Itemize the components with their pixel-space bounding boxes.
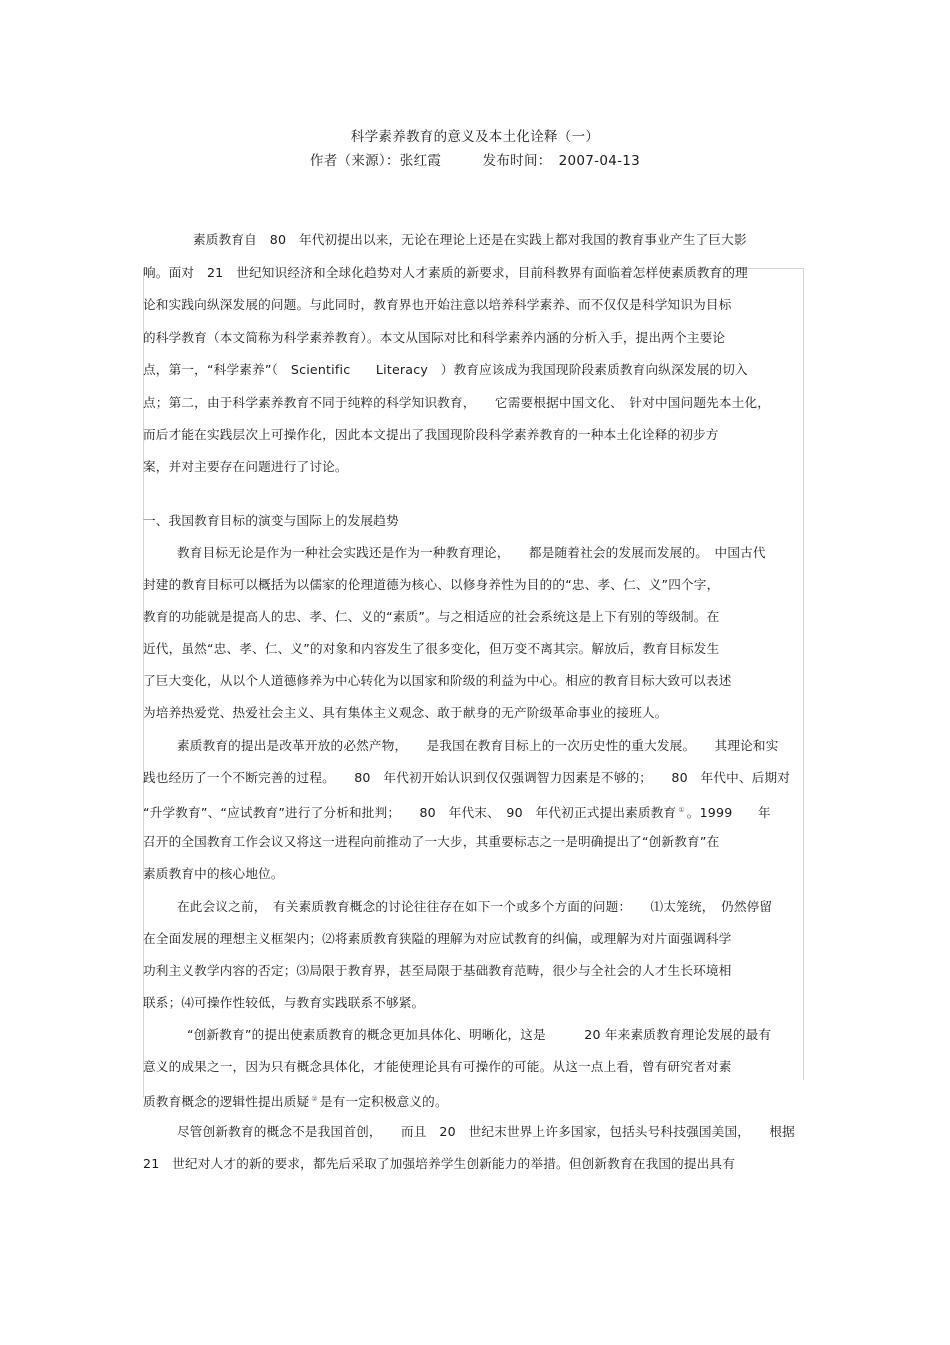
- body-line: [143, 802, 771, 821]
- body-text: “升学教育”、“应试教育”进行了分析和批判； 80 年代末、 90 年代初正式提出素质教育: [143, 805, 677, 821]
- body-text: 。1999 年: [686, 805, 771, 821]
- article-meta: 作者（来源）：张红霞 发布时间： 2007-04-13: [309, 153, 641, 169]
- abstract-line: 的科学教育（本文简称为科学素养教育）。本文从国际对比和科学素养内涵的分析入手，提出两个主要论: [143, 330, 726, 345]
- body-text: 质教育概念的逻辑性提出质疑: [143, 1094, 310, 1110]
- footnote-marker: ①: [678, 806, 685, 814]
- body-line: 在全面发展的理想主义框架内；⑵将素质教育狭隘的理解为对应试教育的纠偏，或理解为对片面强调科学: [143, 931, 732, 946]
- abstract-line: 案，并对主要存在问题进行了讨论。: [143, 459, 348, 474]
- body-line: 近代，虽然“忠、孝、仁、义”的对象和内容发生了很多变化，但万变不离其宗。解放后，教育目标发生: [143, 641, 720, 656]
- body-line: 召开的全国教育工作会议又将这一进程向前推动了一大步，其重要标志之一是明确提出了“创新教育”在: [143, 834, 720, 849]
- abstract-line: 论和实践向纵深发展的问题。与此同时，教育界也开始注意以培养科学素养、而不仅仅是科学知识为目标: [143, 297, 732, 312]
- body-line: 为培养热爱党、热爱社会主义、具有集体主义观念、敢于献身的无产阶级革命事业的接班人。: [143, 705, 668, 720]
- body-line: 在此会议之前， 有关素质教育概念的讨论往往存在如下一个或多个方面的问题： ⑴太笼统， 仍然停留: [177, 899, 773, 914]
- abstract-line: 点；第二，由于科学素养教育不同于纯粹的科学知识教育， 它需要根据中国文化、 针对中国问题先本土化，: [143, 395, 771, 410]
- abstract-line: 响。面对 21 世纪知识经济和全球化趋势对人才素质的新要求，目前科教界有面临着怎样使素质教育的理: [143, 265, 748, 280]
- body-line: 功利主义教学内容的否定；⑶局限于教育界，甚至局限于基础教育范畴，很少与全社会的人才生长环境相: [143, 963, 732, 978]
- body-line: 教育目标无论是作为一种社会实践还是作为一种教育理论， 都是随着社会的发展而发展的。 中国古代: [177, 545, 766, 560]
- body-line: 了巨大变化，从以个人道德修养为中心转化为以国家和阶级的利益为中心。相应的教育目标大致可以表述: [143, 673, 732, 688]
- body-line: 教育的功能就是提高人的忠、孝、仁、义的“素质”。与之相适应的社会系统这是上下有别的等级制。在: [143, 609, 720, 624]
- body-line: [143, 1091, 448, 1110]
- body-line: 21 世纪对人才的新的要求，都先后采取了加强培养学生创新能力的举措。但创新教育在我国的提出具有: [143, 1156, 736, 1171]
- body-line: “创新教育”的提出使素质教育的概念更加具体化、明晰化，这是 20 年来素质教育理论发展的最有: [187, 1027, 772, 1042]
- body-line: 尽管创新教育的概念不是我国首创， 而且 20 世纪末世界上许多国家，包括头号科技强国美国， 根据: [177, 1124, 795, 1139]
- body-line: 践也经历了一个不断完善的过程。 80 年代初开始认识到仅仅强调智力因素是不够的； 80 年代中、后期对: [143, 770, 791, 785]
- article-title: 科学素养教育的意义及本土化诠释（一）: [350, 129, 600, 145]
- body-line: 意义的成果之一，因为只有概念具体化，才能使理论具有可操作的可能。从这一点上看，曾有研究者对素: [143, 1059, 732, 1074]
- footnote-marker: ②: [311, 1095, 318, 1103]
- page-frame-right: [803, 268, 804, 1080]
- body-text: 是有一定积极意义的。: [319, 1094, 448, 1110]
- abstract-line: 而后才能在实践层次上可操作化，因此本文提出了我国现阶段科学素养教育的一种本土化诠释的初步方: [143, 427, 719, 442]
- section-heading: 一、我国教育目标的演变与国际上的发展趋势: [143, 513, 399, 528]
- abstract-line: 素质教育自 80 年代初提出以来，无论在理论上还是在实践上都对我国的教育事业产生了巨大影: [193, 232, 747, 247]
- body-line: 素质教育的提出是改革开放的必然产物， 是我国在教育目标上的一次历史性的重大发展。 其理论和实: [177, 738, 779, 753]
- body-line: 素质教育中的核心地位。: [143, 866, 284, 881]
- body-line: 联系；⑷可操作性较低，与教育实践联系不够紧。: [143, 995, 425, 1010]
- body-line: 封建的教育目标可以概括为以儒家的伦理道德为核心、以修身养性为目的的“忠、孝、仁、义”四个字，: [143, 577, 720, 592]
- abstract-line: 点，第一，“科学素养”（ Scientific Literacy ）教育应该成为我国现阶段素质教育向纵深发展的切入: [143, 362, 748, 377]
